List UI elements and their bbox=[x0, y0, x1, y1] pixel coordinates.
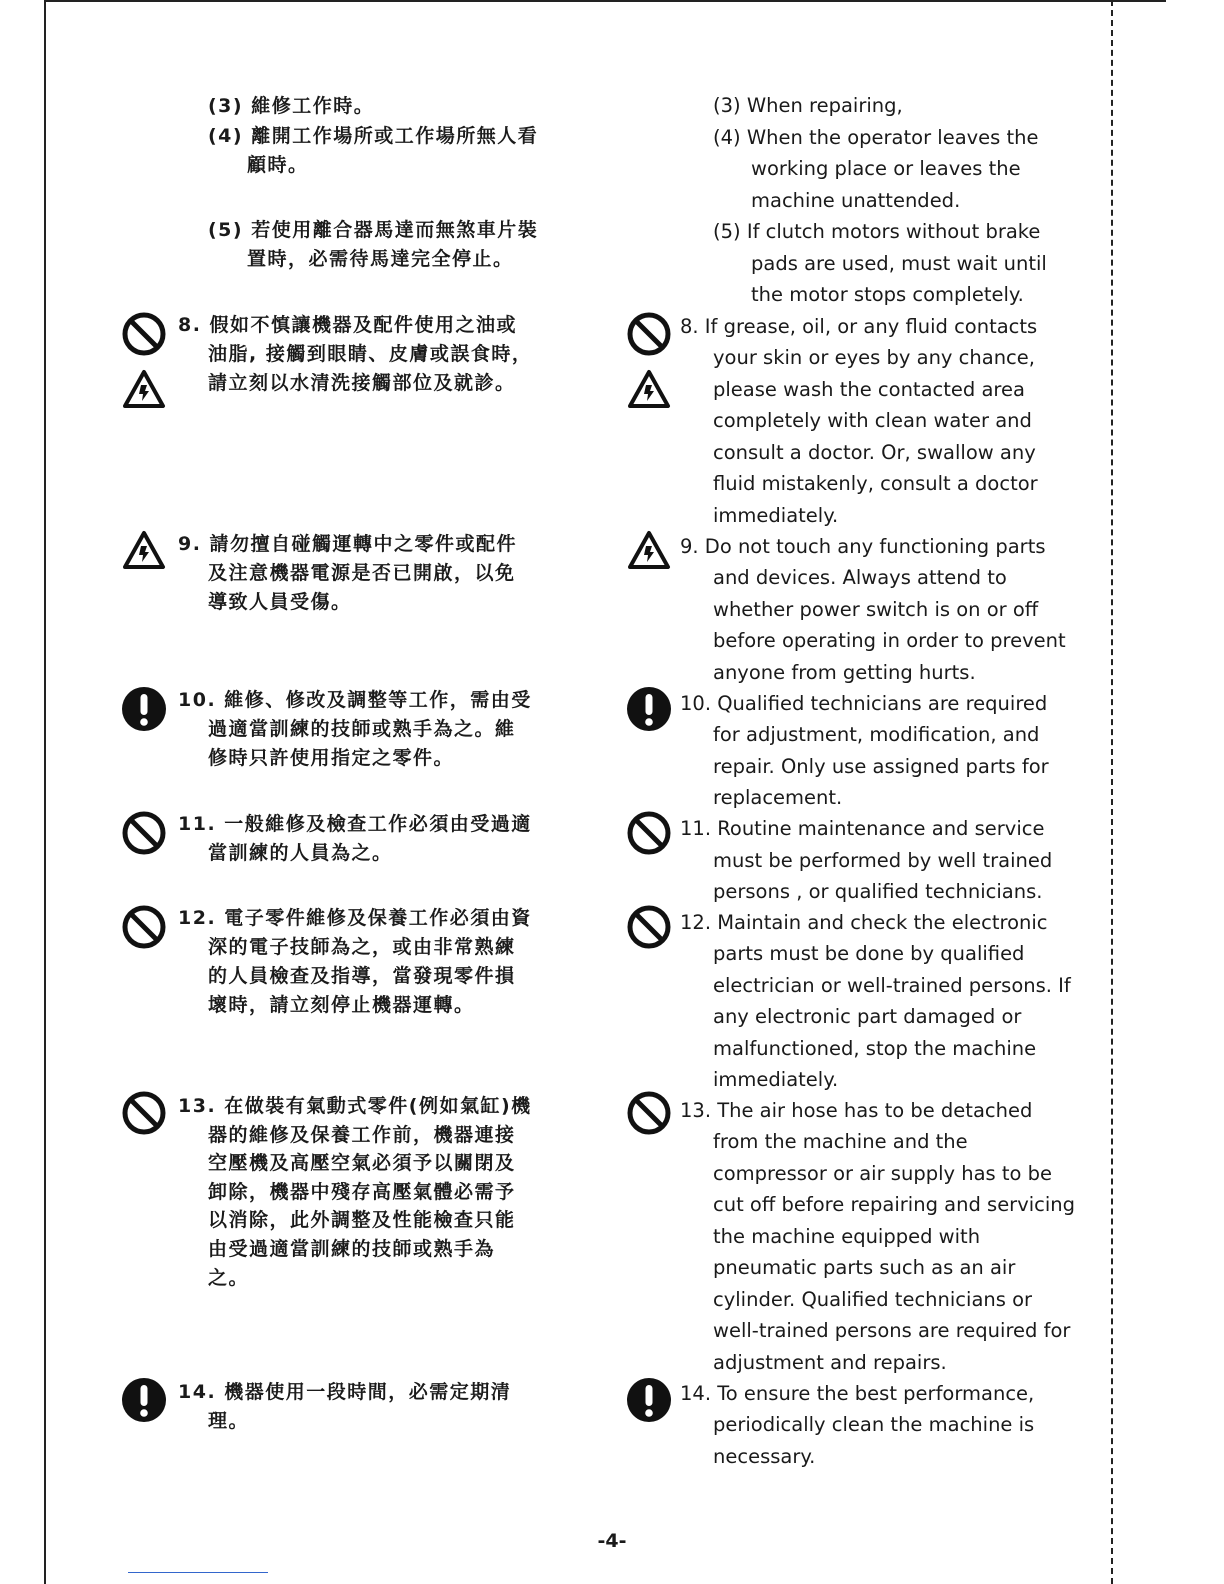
hand-hazard-warning-icon bbox=[626, 528, 672, 574]
cut-line bbox=[1111, 0, 1113, 1584]
en-item-12-line6: immediately. bbox=[713, 1068, 839, 1091]
en-item-12-line5: malfunctioned, stop the machine bbox=[713, 1037, 1037, 1060]
zh-item-9-line2: 及注意機器電源是否已開啟，以免 bbox=[208, 562, 516, 584]
prohibition-icon bbox=[121, 311, 167, 357]
hand-hazard-warning-icon bbox=[121, 528, 167, 574]
en-item-13-line8: well-trained persons are required for bbox=[713, 1319, 1071, 1342]
en-item-13-line2: from the machine and the bbox=[713, 1130, 968, 1153]
zh-sub-4-line1: (4) 離開工作場所或工作場所無人看 bbox=[208, 125, 539, 147]
zh-item-11-line1: 11. 一般維修及檢查工作必須由受過適 bbox=[178, 813, 532, 835]
prohibition-icon bbox=[626, 1090, 672, 1136]
page-number: -4- bbox=[597, 1530, 627, 1552]
en-item-8-line6: fluid mistakenly, consult a doctor bbox=[713, 472, 1038, 495]
zh-item-13-line5: 以消除，此外調整及性能檢查只能 bbox=[208, 1209, 516, 1231]
zh-item-10-line3: 修時只許使用指定之零件。 bbox=[208, 747, 455, 769]
zh-item-10-line2: 過適當訓練的技師或熟手為之。維 bbox=[208, 718, 516, 740]
en-item-13-line1: 13. The air hose has to be detached bbox=[680, 1099, 1033, 1122]
zh-item-12-line3: 的人員檢查及指導，當發現零件損 bbox=[208, 965, 516, 987]
en-item-13-line9: adjustment and repairs. bbox=[713, 1351, 947, 1374]
en-item-10-line2: for adjustment, modification, and bbox=[713, 723, 1040, 746]
en-item-10-line4: replacement. bbox=[713, 786, 843, 809]
en-item-9-line5: anyone from getting hurts. bbox=[713, 661, 976, 684]
en-sub-5-line3: the motor stops completely. bbox=[751, 283, 1024, 306]
zh-item-8-line2: 油脂, 接觸到眼睛、皮膚或誤食時， bbox=[208, 343, 533, 365]
en-item-10-line3: repair. Only use assigned parts for bbox=[713, 755, 1049, 778]
en-item-12-line2: parts must be done by qualified bbox=[713, 942, 1025, 965]
en-item-13-line3: compressor or air supply has to be bbox=[713, 1162, 1053, 1185]
zh-item-8-line3: 請立刻以水清洗接觸部位及就診。 bbox=[208, 372, 516, 394]
en-item-9-line4: before operating in order to prevent bbox=[713, 629, 1066, 652]
prohibition-icon bbox=[121, 904, 167, 950]
en-item-8-line2: your skin or eyes by any chance, bbox=[713, 346, 1035, 369]
zh-item-13-line2: 器的維修及保養工作前，機器連接 bbox=[208, 1124, 516, 1146]
en-item-9-line3: whether power switch is on or off bbox=[713, 598, 1039, 621]
en-item-12-line3: electrician or well-trained persons. If bbox=[713, 974, 1071, 997]
en-item-9-line1: 9. Do not touch any functioning parts bbox=[680, 535, 1046, 558]
prohibition-icon bbox=[626, 311, 672, 357]
en-item-8-line4: completely with clean water and bbox=[713, 409, 1032, 432]
prohibition-icon bbox=[626, 810, 672, 856]
page-top-border bbox=[44, 0, 1166, 2]
en-item-11-line3: persons , or qualified technicians. bbox=[713, 880, 1043, 903]
zh-item-13-line6: 由受過適當訓練的技師或熟手為 bbox=[208, 1238, 496, 1260]
mandatory-exclamation-icon bbox=[626, 686, 672, 732]
en-item-10-line1: 10. Qualified technicians are required bbox=[680, 692, 1048, 715]
en-item-8-line1: 8. If grease, oil, or any fluid contacts bbox=[680, 315, 1038, 338]
zh-sub-5-line1: (5) 若使用離合器馬達而無煞車片裝 bbox=[208, 219, 539, 241]
en-item-12-line1: 12. Maintain and check the electronic bbox=[680, 911, 1048, 934]
en-item-14-line3: necessary. bbox=[713, 1445, 816, 1468]
en-item-14-line2: periodically clean the machine is bbox=[713, 1413, 1035, 1436]
zh-item-14-line1: 14. 機器使用一段時間，必需定期清 bbox=[178, 1381, 512, 1403]
en-item-8-line3: please wash the contacted area bbox=[713, 378, 1025, 401]
zh-item-9-line3: 導致人員受傷。 bbox=[208, 591, 352, 613]
zh-item-14-line2: 理。 bbox=[208, 1410, 250, 1432]
en-sub-4-line1: (4) When the operator leaves the bbox=[713, 126, 1039, 149]
en-item-13-line4: cut off before repairing and servicing bbox=[713, 1193, 1076, 1216]
zh-item-13-line4: 卸除，機器中殘存高壓氣體必需予 bbox=[208, 1181, 516, 1203]
bottom-link-underline bbox=[128, 1572, 268, 1573]
en-item-11-line1: 11. Routine maintenance and service bbox=[680, 817, 1045, 840]
zh-sub-5-line2: 置時，必需待馬達完全停止。 bbox=[247, 248, 514, 270]
page-left-border bbox=[44, 0, 46, 1584]
hand-hazard-warning-icon bbox=[121, 367, 167, 413]
en-item-8-line5: consult a doctor. Or, swallow any bbox=[713, 441, 1036, 464]
prohibition-icon bbox=[121, 810, 167, 856]
zh-sub-3: (3) 維修工作時。 bbox=[208, 95, 375, 117]
en-item-12-line4: any electronic part damaged or bbox=[713, 1005, 1022, 1028]
en-item-11-line2: must be performed by well trained bbox=[713, 849, 1053, 872]
en-item-13-line6: pneumatic parts such as an air bbox=[713, 1256, 1016, 1279]
en-sub-5-line2: pads are used, must wait until bbox=[751, 252, 1047, 275]
prohibition-icon bbox=[121, 1090, 167, 1136]
en-item-14-line1: 14. To ensure the best performance, bbox=[680, 1382, 1035, 1405]
zh-item-8-line1: 8. 假如不慎讓機器及配件使用之油或 bbox=[178, 314, 518, 336]
zh-item-9-line1: 9. 請勿擅自碰觸運轉中之零件或配件 bbox=[178, 533, 518, 555]
en-item-13-line5: the machine equipped with bbox=[713, 1225, 981, 1248]
en-sub-3: (3) When repairing, bbox=[713, 94, 903, 117]
zh-item-12-line1: 12. 電子零件維修及保養工作必須由資 bbox=[178, 907, 532, 929]
en-sub-4-line2: working place or leaves the bbox=[751, 157, 1021, 180]
zh-item-12-line4: 壞時，請立刻停止機器運轉。 bbox=[208, 994, 475, 1016]
en-item-13-line7: cylinder. Qualified technicians or bbox=[713, 1288, 1033, 1311]
zh-item-10-line1: 10. 維修、修改及調整等工作，需由受 bbox=[178, 689, 532, 711]
zh-item-12-line2: 深的電子技師為之，或由非常熟練 bbox=[208, 936, 516, 958]
zh-item-11-line2: 當訓練的人員為之。 bbox=[208, 842, 393, 864]
en-item-8-line7: immediately. bbox=[713, 504, 839, 527]
zh-item-13-line3: 空壓機及高壓空氣必須予以關閉及 bbox=[208, 1152, 516, 1174]
mandatory-exclamation-icon bbox=[626, 1377, 672, 1423]
en-item-9-line2: and devices. Always attend to bbox=[713, 566, 1007, 589]
en-sub-4-line3: machine unattended. bbox=[751, 189, 961, 212]
zh-item-13-line7: 之。 bbox=[208, 1267, 250, 1289]
prohibition-icon bbox=[626, 904, 672, 950]
hand-hazard-warning-icon bbox=[626, 367, 672, 413]
mandatory-exclamation-icon bbox=[121, 1377, 167, 1423]
zh-item-13-line1: 13. 在做裝有氣動式零件(例如氣缸)機 bbox=[178, 1095, 532, 1117]
mandatory-exclamation-icon bbox=[121, 686, 167, 732]
en-sub-5-line1: (5) If clutch motors without brake bbox=[713, 220, 1041, 243]
zh-sub-4-line2: 顧時。 bbox=[247, 154, 309, 176]
